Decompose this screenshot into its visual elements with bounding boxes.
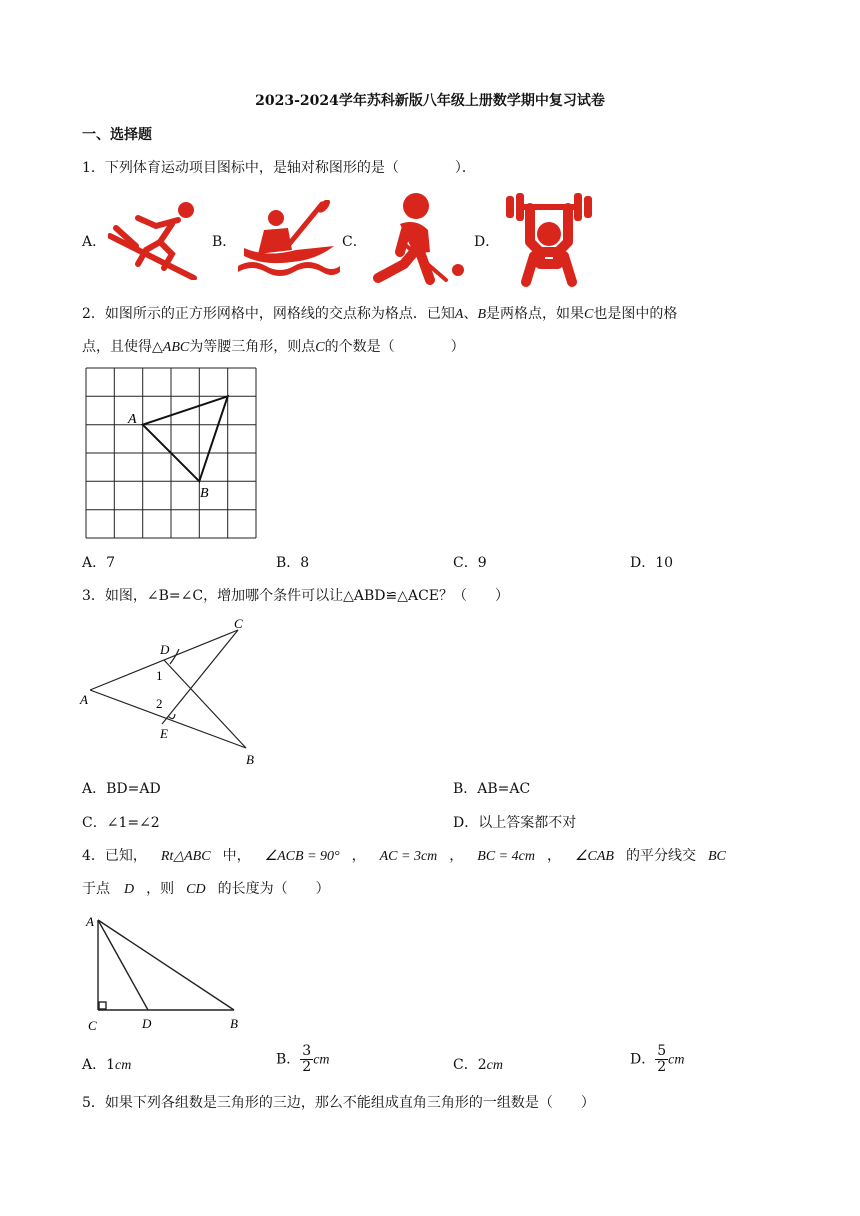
q3-label-d: D (160, 642, 170, 657)
question-2-line-2: 点，且使得△ABC为等腰三角形，则点C的个数是（ ） (82, 339, 465, 355)
right-triangle-figure-q4 (82, 910, 252, 1038)
q3-label-c: C (234, 616, 243, 631)
question-4-line-1: 4．已知， Rt△ABC 中， ∠ACB = 90° ， AC = 3cm ， BC = 4cm ， ∠CAB 的平分线交 BC (82, 848, 726, 864)
q2-option-c: C．9 (453, 555, 487, 571)
question-4-line-2: 于点 D ，则 CD 的长度为（ ） (82, 881, 330, 897)
grid-label-b: B (200, 486, 209, 501)
grid-figure (84, 366, 262, 546)
q3-option-c: C．∠1=∠2 (82, 815, 160, 831)
question-3-text: 3．如图，∠B=∠C，增加哪个条件可以让△ABD≌△ACE？（ ） (82, 588, 510, 604)
kayaking-icon (236, 200, 342, 280)
q4-option-b-fraction: $\frac{3}{2}$ (302, 1043, 312, 1075)
section-heading: 一、选择题 (82, 127, 152, 143)
q1-option-d-label: D． (474, 234, 500, 250)
q1-option-c-label: C． (342, 234, 367, 250)
exam-title: 2023-2024学年苏科新版八年级上册数学期中复习试卷 (255, 93, 605, 109)
weightlifting-icon (500, 190, 598, 294)
q3-label-e: E (160, 726, 168, 741)
q3-option-a: A．BD=AD (82, 781, 161, 797)
q1-option-a-label: A． (82, 234, 107, 250)
question-1-text: 1．下列体育运动项目图标中，是轴对称图形的是（ ）． (82, 160, 476, 176)
q3-label-b: B (246, 752, 254, 767)
skiing-icon (108, 198, 208, 284)
question-2-line-1: 2．如图所示的正方形网格中，网格线的交点称为格点．已知A、B是两格点，如果C也是图中的格 (82, 306, 678, 322)
q4-label-a: A (86, 914, 94, 929)
q4-label-b: B (230, 1016, 238, 1031)
golf-icon (370, 190, 468, 290)
q3-label-angle-2: 2 (156, 696, 163, 711)
q3-label-angle-1: 1 (156, 668, 163, 683)
q4-option-c: C．2cm (453, 1057, 503, 1073)
q3-option-b: B．AB=AC (453, 781, 531, 797)
q4-option-a: A．1cm (82, 1057, 132, 1073)
q1-option-b-label: B． (212, 234, 237, 250)
triangle-figure-q3 (78, 612, 262, 774)
q4-option-d: D． $\frac{5}{2}$ cm (630, 1043, 685, 1075)
grid-label-a: A (128, 412, 137, 427)
q2-option-b: B．8 (276, 555, 310, 571)
q4-option-b: B． $\frac{3}{2}$ cm (276, 1043, 330, 1075)
q2-option-a: A．7 (82, 555, 116, 571)
q4-option-d-fraction: $\frac{5}{2}$ (657, 1043, 667, 1075)
q3-label-a: A (80, 692, 88, 707)
q4-label-d: D (142, 1016, 152, 1031)
q4-label-c: C (88, 1018, 97, 1033)
question-5-text: 5．如果下列各组数是三角形的三边，那么不能组成直角三角形的一组数是（ ） (82, 1095, 595, 1111)
q3-option-d: D．以上答案都不对 (453, 815, 577, 831)
q2-option-d: D．10 (630, 555, 674, 571)
